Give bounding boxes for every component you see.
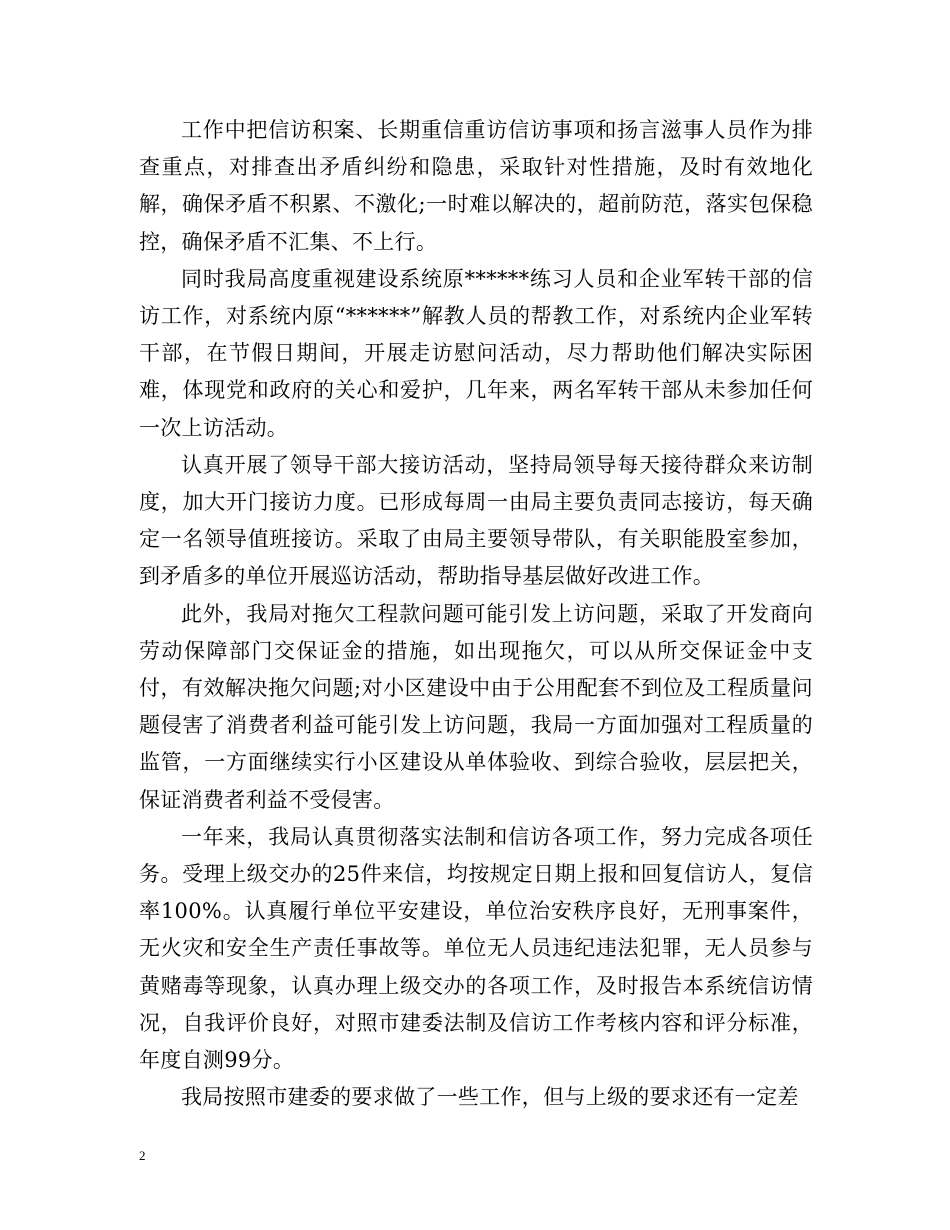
paragraph-5: 一年来，我局认真贯彻落实法制和信访各项工作，努力完成各项任务。受理上级交办的25件来信，均按规定日期上报和回复信访人，复信率100%。认真履行单位平安建设，单位治安秩序良好，无刑事案件，无火灾和安全生产责任事故等。单位无人员违纪违法犯罪，无人员参与黄赌毒等现象，认真办理上级交办的各项工作，及时报告本系统信访情况，自我评价良好，对照市建委法制及信访工作考核内容和评分标准，年度自测99分。 bbox=[139, 824, 813, 1073]
page-number: 2 bbox=[139, 1148, 146, 1163]
paragraph-6: 我局按照市建委的要求做了一些工作，但与上级的要求还有一定差 bbox=[181, 1085, 799, 1110]
paragraph-3: 认真开展了领导干部大接访活动，坚持局领导每天接待群众来访制度，加大开门接访力度。已形成每周一由局主要负责同志接访，每天确定一名领导值班接访。采取了由局主要领导带队，有关职能股室参加，到矛盾多的单位开展巡访活动，帮助指导基层做好改进工作。 bbox=[139, 452, 813, 589]
document-body bbox=[139, 112, 813, 1116]
paragraph-1: 工作中把信访积案、长期重信重访信访事项和扬言滋事人员作为排查重点，对排查出矛盾纠纷和隐患，采取针对性措施，及时有效地化解，确保矛盾不积累、不激化;一时难以解决的，超前防范，落实包保稳控，确保矛盾不汇集、不上行。 bbox=[139, 118, 813, 254]
paragraph-2: 同时我局高度重视建设系统原******练习人员和企业军转干部的信访工作，对系统内原“******”解教人员的帮教工作，对系统内企业军转干部，在节假日期间，开展走访慰问活动，尽力帮助他们解决实际困难，体现党和政府的关心和爱护，几年来，两名军转干部从未参加任何一次上访活动。 bbox=[139, 266, 813, 440]
paragraph-4: 此外，我局对拖欠工程款问题可能引发上访问题，采取了开发商向劳动保障部门交保证金的措施，如出现拖欠，可以从所交保证金中支付，有效解决拖欠问题;对小区建设中由于公用配套不到位及工程质量问题侵害了消费者利益可能引发上访问题，我局一方面加强对工程质量的监管，一方面继续实行小区建设从单体验收、到综合验收，层层把关，保证消费者利益不受侵害。 bbox=[139, 601, 813, 812]
